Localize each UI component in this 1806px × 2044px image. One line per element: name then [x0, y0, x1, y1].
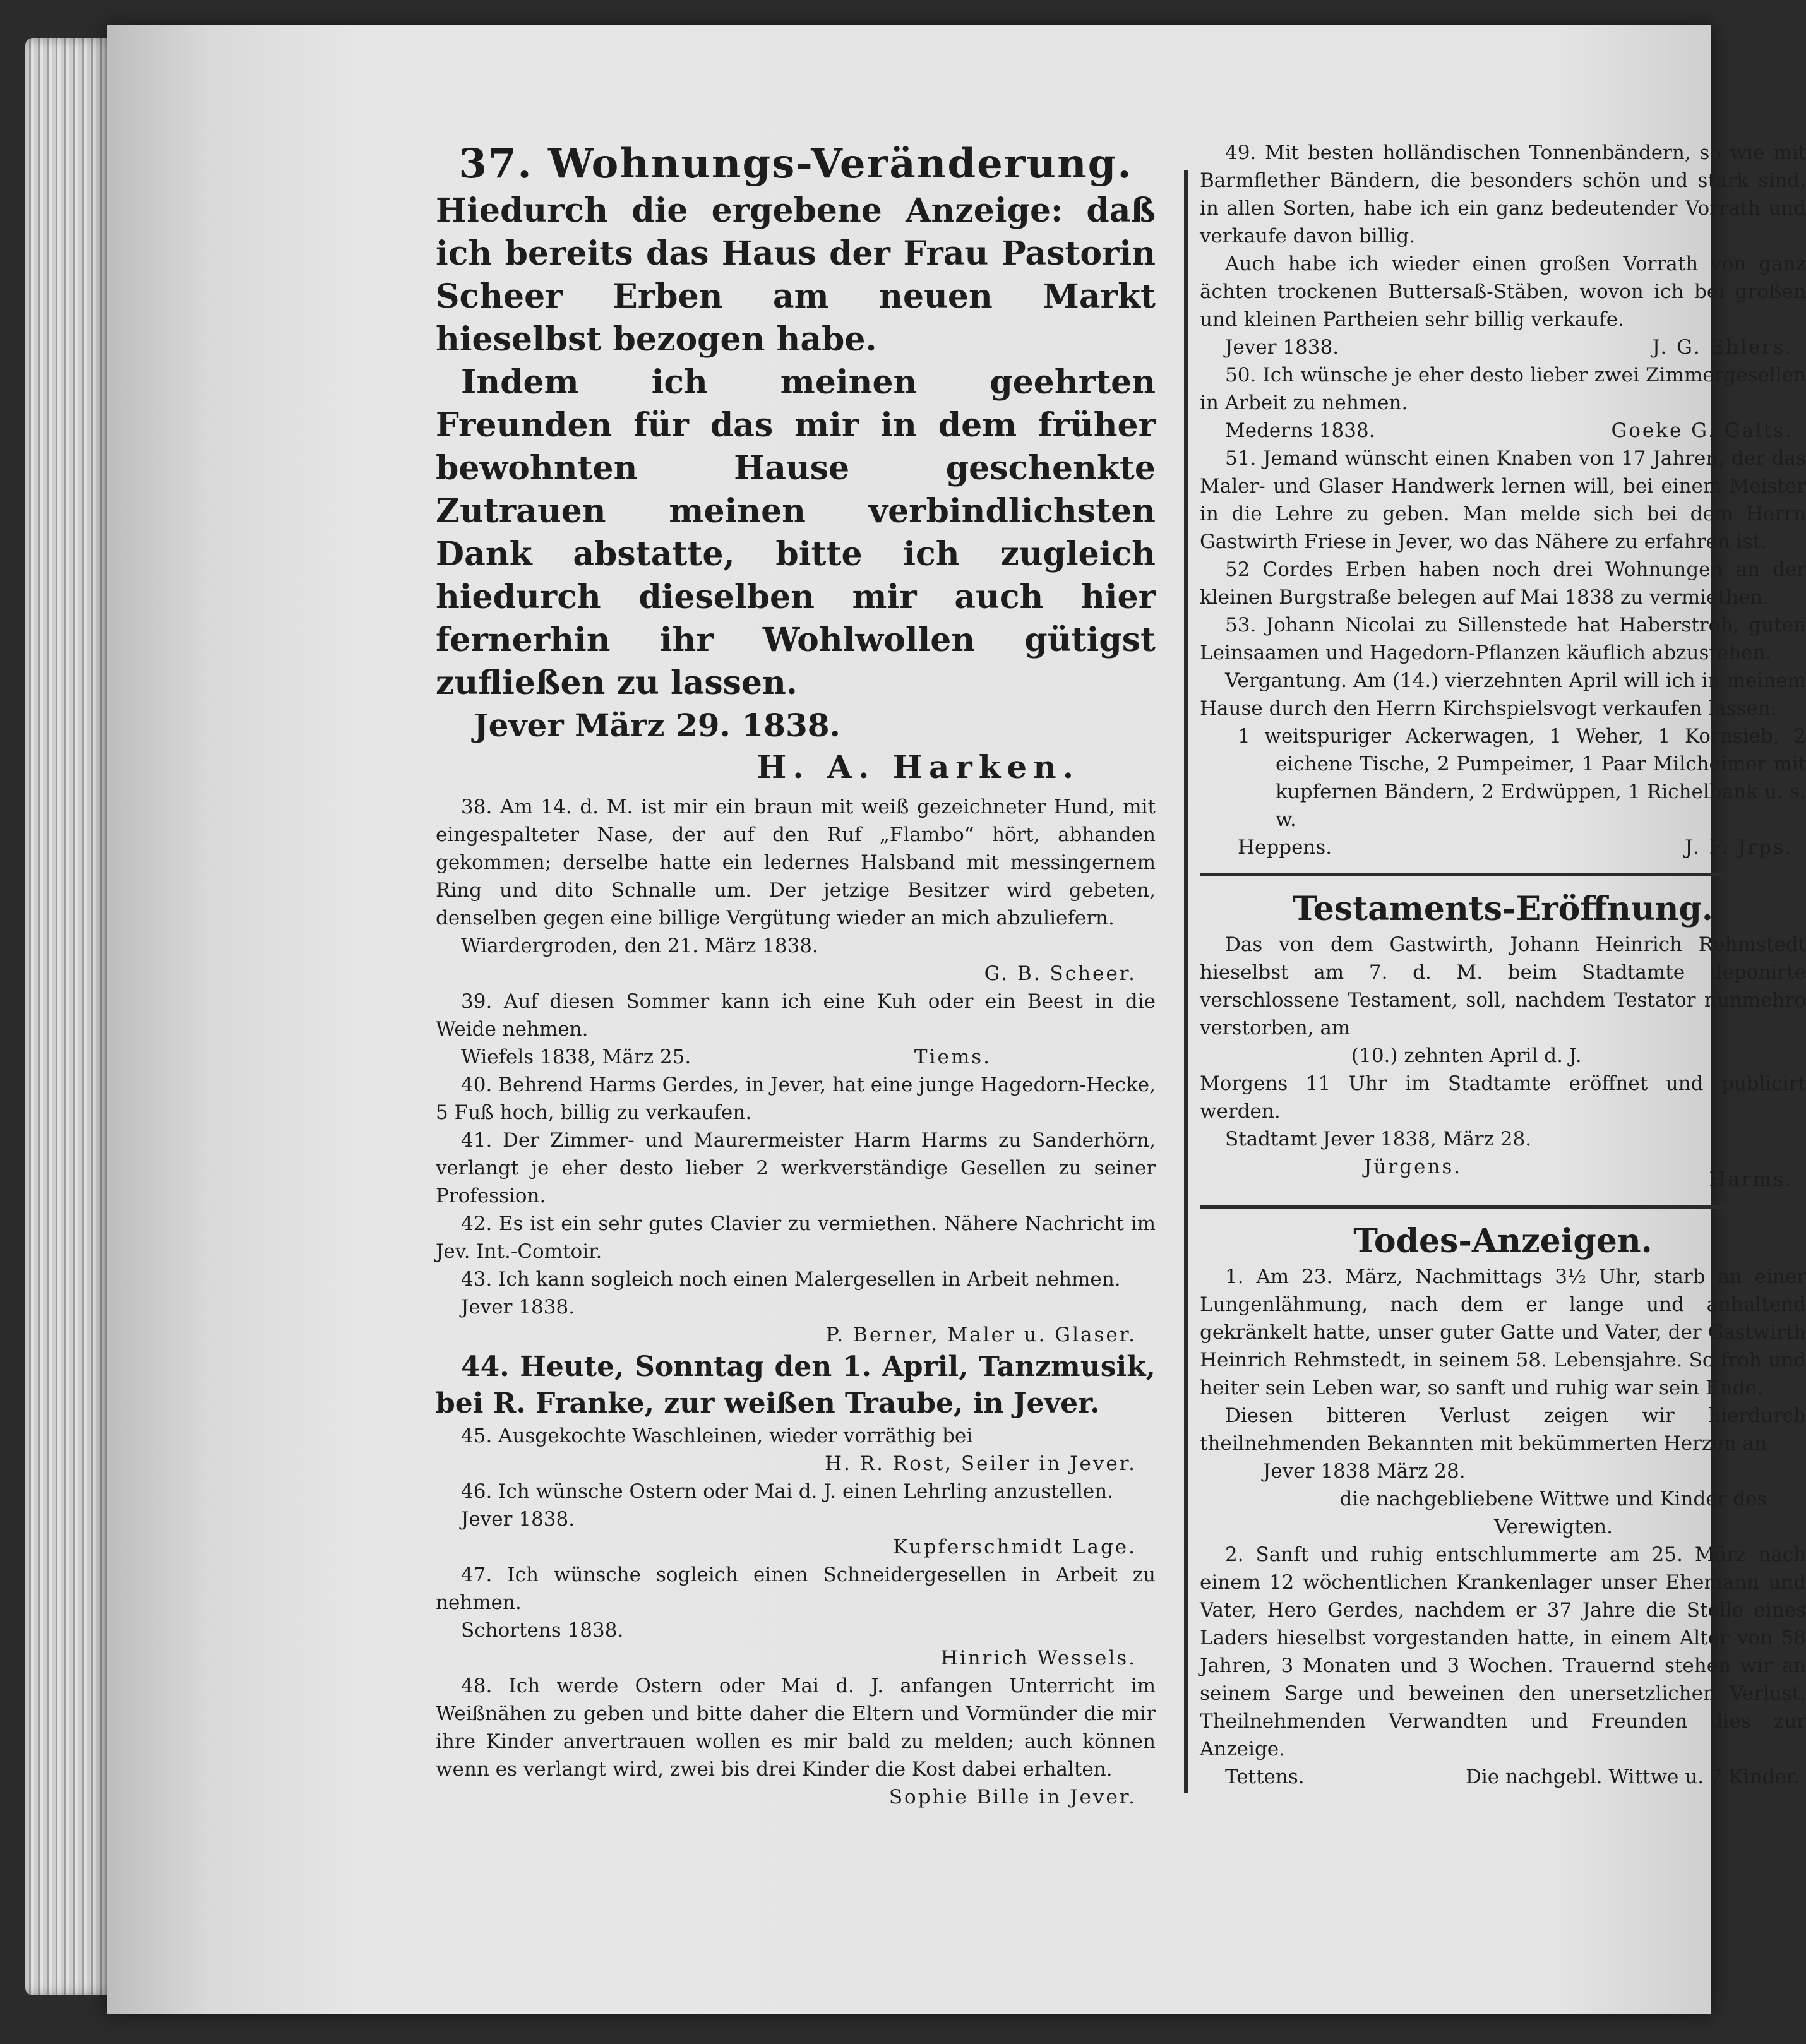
ad-45-signature: H. R. Rost, Seiler in Jever. [825, 1452, 1137, 1475]
section-rule [1200, 1205, 1806, 1209]
ad-50 [1200, 361, 1806, 445]
ad-46-signature: Kupferschmidt Lage. [893, 1536, 1137, 1558]
left-column [436, 139, 1156, 1811]
ad-50-signature: Goeke G. Galts. [1611, 419, 1793, 442]
vergantung-text: Vergantung. Am (14.) vierzehnten April will ich in meinem Hause durch den Herrn Kirchspielsvogt verkaufen lassen: [1200, 669, 1806, 720]
todes-signature-1: die nachgebliebene Wittwe und Kinder des Verewigten. [1339, 1488, 1767, 1538]
vergantung-items: 1 weitspuriger Ackerwagen, 1 Weher, 1 Kornsieb, 2 eichene Tische, 2 Pumpeimer, 1 Paar Milcheimer mit kupfernen Bändern, 2 Erdwüppen, 1 Richelbank u. s. w. [1238, 725, 1806, 831]
ad-42-text: 42. Es ist ein sehr gutes Clavier zu vermiethen. Nähere Nachricht im Jev. Int.-Comtoir. [436, 1212, 1156, 1263]
ad-37-date: Jever März 29. 1838. [474, 707, 840, 744]
ad-50-text: 50. Ich wünsche je eher desto lieber zwei Zimmergesellen in Arbeit zu nehmen. [1200, 364, 1806, 414]
testament-place: Stadtamt Jever 1838, März 28. [1225, 1128, 1532, 1150]
ad-43-place: Jever 1838. [461, 1296, 575, 1318]
ad-47-signature: Hinrich Wessels. [940, 1647, 1137, 1670]
ad-39-text: 39. Auf diesen Sommer kann ich eine Kuh oder ein Beest in die Weide nehmen. [436, 990, 1156, 1041]
ad-48 [436, 1672, 1156, 1811]
ad-45 [436, 1422, 1156, 1478]
ad-41-text: 41. Der Zimmer- und Maurermeister Harm Harms zu Sanderhörn, verlangt je eher desto lieber 2 werkverständige Gesellen zu seiner Profession. [436, 1129, 1156, 1207]
ad-53 [1200, 611, 1806, 667]
testament-text2: Morgens 11 Uhr im Stadtamte eröffnet und publicirt werden. [1200, 1072, 1806, 1123]
book-page-edges [25, 38, 114, 1995]
ad-37-heading: 37. Wohnungs-Veränderung. [458, 140, 1133, 188]
ad-38-signature: G. B. Scheer. [984, 962, 1137, 985]
ad-41 [436, 1127, 1156, 1210]
ad-48-signature: Sophie Bille in Jever. [888, 1786, 1137, 1808]
ad-47-text: 47. Ich wünsche sogleich einen Schneidergesellen in Arbeit zu nehmen. [436, 1563, 1156, 1614]
todes-place-2: Tettens. [1225, 1766, 1305, 1788]
ad-49-place: Jever 1838. [1225, 336, 1339, 359]
column-divider [1184, 170, 1188, 1793]
section-rule [1200, 873, 1806, 876]
vergantung [1200, 667, 1806, 861]
todes-text-1: 1. Am 23. März, Nachmittags 3½ Uhr, starb an einer Lungenlähmung, nach dem er lange und anhaltend gekränkelt hatte, unser guter Gatte und Vater, der Gastwirth Heinrich Rehmstedt, in seinem 58. Lebensjahre. So froh und heiter sein Leben war, so sanft und ruhig war sein Ende. [1200, 1265, 1806, 1399]
todes-text-3: 2. Sanft und ruhig entschlummerte am 25. März nach einem 12 wöchentlichen Krankenlager unser Ehemann und Vater, Hero Gerdes, nachdem er 37 Jahre die Stelle eines Laders hieselbst vorgestanden hatte, in einem Alter von 58 Jahren, 3 Monaten und 3 Wochen. Trauernd stehen wir an seinem Sarge und beweinen den unersetzlichen Verlust. Theilnehmenden Verwandten und Freunden dies zur Anzeige. [1200, 1543, 1806, 1760]
ad-46 [436, 1478, 1156, 1561]
right-column [1200, 139, 1806, 1791]
testament-signature-2: Harms. [1709, 1168, 1793, 1191]
ad-37-signature: H. A. Harken. [756, 748, 1080, 786]
todes-section [1200, 1220, 1806, 1791]
ad-38 [436, 793, 1156, 988]
ad-52 [1200, 556, 1806, 611]
ad-53-text: 53. Johann Nicolai zu Sillenstede hat Haberstroh, guten Leinsaamen und Hagedorn-Pflanzen käuflich abzustehen. [1200, 614, 1806, 664]
ad-38-place: Wiardergroden, den 21. März 1838. [461, 935, 818, 957]
ad-47 [436, 1561, 1156, 1672]
todes-signature-2: Die nachgebl. Wittwe u. 7 Kinder. [1465, 1766, 1800, 1788]
ad-42 [436, 1210, 1156, 1265]
ad-49 [1200, 139, 1806, 361]
ad-48-text: 48. Ich werde Ostern oder Mai d. J. anfangen Unterricht im Weißnähen zu geben und bitte daher die Eltern und Vormünder die mir ihre Kinder anvertrauen wollen es mir bald zu melden; auch können wenn es verlangt wird, zwei bis drei Kinder die Kost dabei erhalten. [436, 1675, 1156, 1781]
ad-44-text: 44. Heute, Sonntag den 1. April, Tanzmusik, bei R. Franke, zur weißen Traube, in Jever. [436, 1351, 1156, 1419]
ad-37 [436, 139, 1156, 788]
ad-43-text: 43. Ich kann sogleich noch einen Malergesellen in Arbeit nehmen. [461, 1268, 1121, 1291]
todes-text-2: Diesen bitteren Verlust zeigen wir hierdurch theilnehmenden Bekannten mit bekümmerten Herzen an [1200, 1404, 1806, 1455]
ad-45-text: 45. Ausgekochte Waschleinen, wieder vorräthig bei [461, 1425, 973, 1447]
ad-37-body1: Hiedurch die ergebene Anzeige: daß ich bereits das Haus der Frau Pastorin Scheer Erben am neuen Markt hieselbst bezogen habe. [436, 191, 1156, 359]
vergantung-signature: J. F. Jrps. [1685, 836, 1793, 859]
ad-39-place: Wiefels 1838, März 25. [461, 1046, 691, 1068]
newspaper-page [107, 25, 1806, 2014]
ad-47-place: Schortens 1838. [461, 1619, 624, 1642]
ad-49-text: 49. Mit besten holländischen Tonnenbändern, so wie mit Barmflether Bändern, die besonders schön und stark sind, in allen Sorten, habe ich ein ganz bedeutender Vorrath und verkaufe davon billig. [1200, 141, 1806, 248]
ad-43 [436, 1265, 1156, 1349]
testament-text: Das von dem Gastwirth, Johann Heinrich Rehmstedt hieselbst am 7. d. M. beim Stadtamte deponirte verschlossene Testament, soll, nachdem Testator nunmehro verstorben, am [1200, 933, 1806, 1039]
ad-49-signature: J. G. Ehlers. [1652, 336, 1793, 359]
testament-date: (10.) zehnten April d. J. [1351, 1044, 1582, 1067]
ad-40 [436, 1071, 1156, 1127]
testament-section [1200, 888, 1806, 1193]
ad-52-text: 52 Cordes Erben haben noch drei Wohnungen an der kleinen Burgstraße belegen auf Mai 1838 zu vermiethen. [1200, 558, 1806, 609]
ad-40-text: 40. Behrend Harms Gerdes, in Jever, hat eine junge Hagedorn-Hecke, 5 Fuß hoch, billig zu verkaufen. [436, 1073, 1156, 1124]
testament-title: Testaments-Eröffnung. [1293, 890, 1713, 928]
ad-46-place: Jever 1838. [461, 1508, 575, 1531]
ad-51 [1200, 445, 1806, 556]
ad-39 [436, 988, 1156, 1071]
ad-38-text: 38. Am 14. d. M. ist mir ein braun mit weiß gezeichneter Hund, mit eingespalteter Nase, der auf den Ruf „Flambo“ hört, abhanden gekommen; derselbe hatte ein ledernes Halsband mit messingernem Ring und dito Schnalle um. Der jetzige Besitzer wird gebeten, denselben gegen eine billige Vergütung wieder an mich abzuliefern. [436, 796, 1156, 929]
testament-signature-1: Jürgens. [1364, 1156, 1462, 1178]
ad-50-place: Mederns 1838. [1225, 419, 1375, 442]
ad-51-text: 51. Jemand wünscht einen Knaben von 17 Jahren, der das Maler- und Glaser Handwerk lernen will, bei einem Meister in die Lehre zu geben. Man melde sich bei dem Herrn Gastwirth Friese in Jever, wo das Nähere zu erfahren ist. [1200, 447, 1806, 553]
vergantung-place: Heppens. [1238, 836, 1332, 859]
ad-39-signature: Tiems. [914, 1046, 991, 1068]
ad-43-signature: P. Berner, Maler u. Glaser. [825, 1324, 1137, 1346]
ad-49-text2: Auch habe ich wieder einen großen Vorrath von ganz ächten trockenen Buttersaß-Stäben, wovon ich bei großen und kleinen Partheien sehr billig verkaufe. [1200, 253, 1806, 331]
ad-44 [436, 1349, 1156, 1422]
todes-date-1: Jever 1838 März 28. [1263, 1460, 1466, 1483]
ad-37-body2: Indem ich meinen geehrten Freunden für das mir in dem früher bewohnten Hause geschenkte Zutrauen meinen verbindlichsten Dank abstatte, bitte ich zugleich hiedurch dieselben mir auch hier fernerhin ihr Wohlwollen gütigst zufließen zu lassen. [436, 363, 1156, 702]
ad-46-text: 46. Ich wünsche Ostern oder Mai d. J. einen Lehrling anzustellen. [461, 1480, 1114, 1503]
todes-title: Todes-Anzeigen. [1353, 1222, 1653, 1260]
